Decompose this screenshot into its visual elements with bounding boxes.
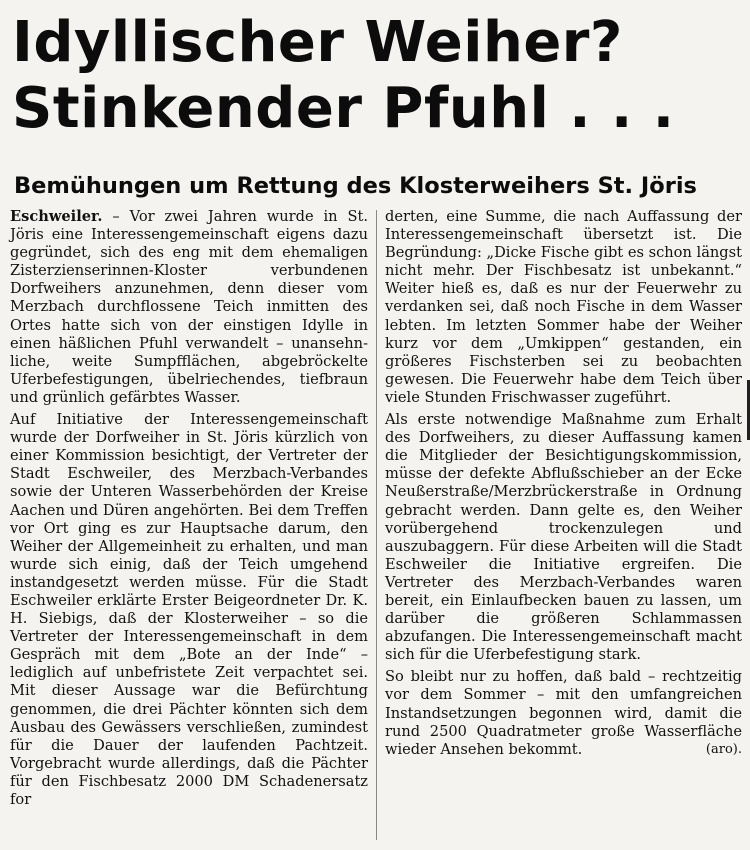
paragraph-text: So bleibt nur zu hoffen, daß bald – rechtzeitig vor dem Sommer – mit den umfangreichen Instandsetzungen begonnen wird, damit die rund 2500 Quadratmeter große Wasserfläche wieder Ansehen bekommt. xyxy=(385,668,742,758)
headline-line-1: Idyllischer Weiher? xyxy=(12,10,623,75)
dateline: Eschweiler. xyxy=(10,208,103,225)
headline xyxy=(12,10,742,142)
headline-line-2: Stinkender Pfuhl . . . xyxy=(12,76,675,141)
article-column-left xyxy=(10,208,368,809)
paragraph xyxy=(385,668,742,758)
paragraph: Als erste notwendige Maßnahme zum Erhalt des Dorfweihers, zu dieser Auffassung kamen die Mitglieder der Besichtigungskommission, müsse der defekte Abflußschieber an der Ecke Neußerstraße/Merzbrückerstraße in Ordnung gebracht werden. Dann gelte es, den Weiher vorübergehend trockenzulegen und auszubaggern. Für diese Arbeiten will die Stadt Eschweiler die Initiative ergreifen. Die Vertreter des Merzbach-Verbandes waren bereit, ein Einlaufbecken bauen zu lassen, um darüber die größeren Schlammassen abzufangen. Die Interessengemeinschaft macht sich für die Uferbefestigung stark. xyxy=(385,411,742,664)
paragraph-text: – Vor zwei Jahren wurde in St. Jöris eine Interessengemeinschaft eigens dazu gegründet, sich des eng mit dem ehemaligen Zisterzienserinnen-Kloster verbundenen Dorfweihers anzunehmen, denn dieser vom Merzbach durchflossene Teich inmitten des Ortes hatte sich von der einstigen Idylle in einen häßlichen Pfuhl verwandelt – unansehnliche, weite Sumpfflächen, abgebröckelte Uferbefestigungen, übelriechendes, tiefbraun und grünlich gefärbtes Wasser. xyxy=(10,208,368,406)
subheadline: Bemühungen um Rettung des Klosterweihers St. Jöris xyxy=(14,173,697,199)
paragraph: Auf Initiative der Interessengemeinschaft wurde der Dorfweiher in St. Jöris kürzlich von einer Kommission besichtigt, der Vertreter der Stadt Eschweiler, des Merzbach-Verbandes sowie der Unteren Wasserbehörden der Kreise Aachen und Düren angehörten. Bei dem Treffen vor Ort ging es zur Hauptsache darum, den Weiher der Allgemeinheit zu erhalten, und man wurde sich einig, daß der Teich umgehend instandgesetzt werden müsse. Für die Stadt Eschweiler erklärte Erster Beigeordneter Dr. K. H. Siebigs, daß der Klosterweiher – so die Vertreter der Interessengemeinschaft in dem Gespräch mit dem „Bote an der Inde“ – lediglich auf unbefristete Zeit verpachtet sei. Mit dieser Aussage war die Befürchtung genommen, die drei Pächter könnten sich dem Ausbau des Gewässers verschließen, zumindest für die Dauer der laufenden Pachtzeit. Vorgebracht wurde allerdings, daß die Pächter für den Fischbesatz 2000 DM Schadenersatz for xyxy=(10,411,368,808)
paragraph xyxy=(10,208,368,407)
author-signature: (aro). xyxy=(705,741,742,757)
column-divider xyxy=(376,210,377,840)
paragraph: derten, eine Summe, die nach Auffassung der Interessengemeinschaft übersetzt ist. Die Begründung: „Dicke Fische gibt es schon längst nicht mehr. Der Fischbesatz ist unbekannt.“ Weiter hieß es, daß es nur der Feuerwehr zu verdanken sei, daß noch Fische in dem Wasser lebten. Im letzten Sommer habe der Weiher kurz vor dem „Umkippen“ gestanden, ein größeres Fischsterben sei zu beobachten gewesen. Die Feuerwehr habe dem Teich über viele Stunden Frischwasser zugeführt. xyxy=(385,208,742,406)
article-column-right xyxy=(385,208,742,759)
